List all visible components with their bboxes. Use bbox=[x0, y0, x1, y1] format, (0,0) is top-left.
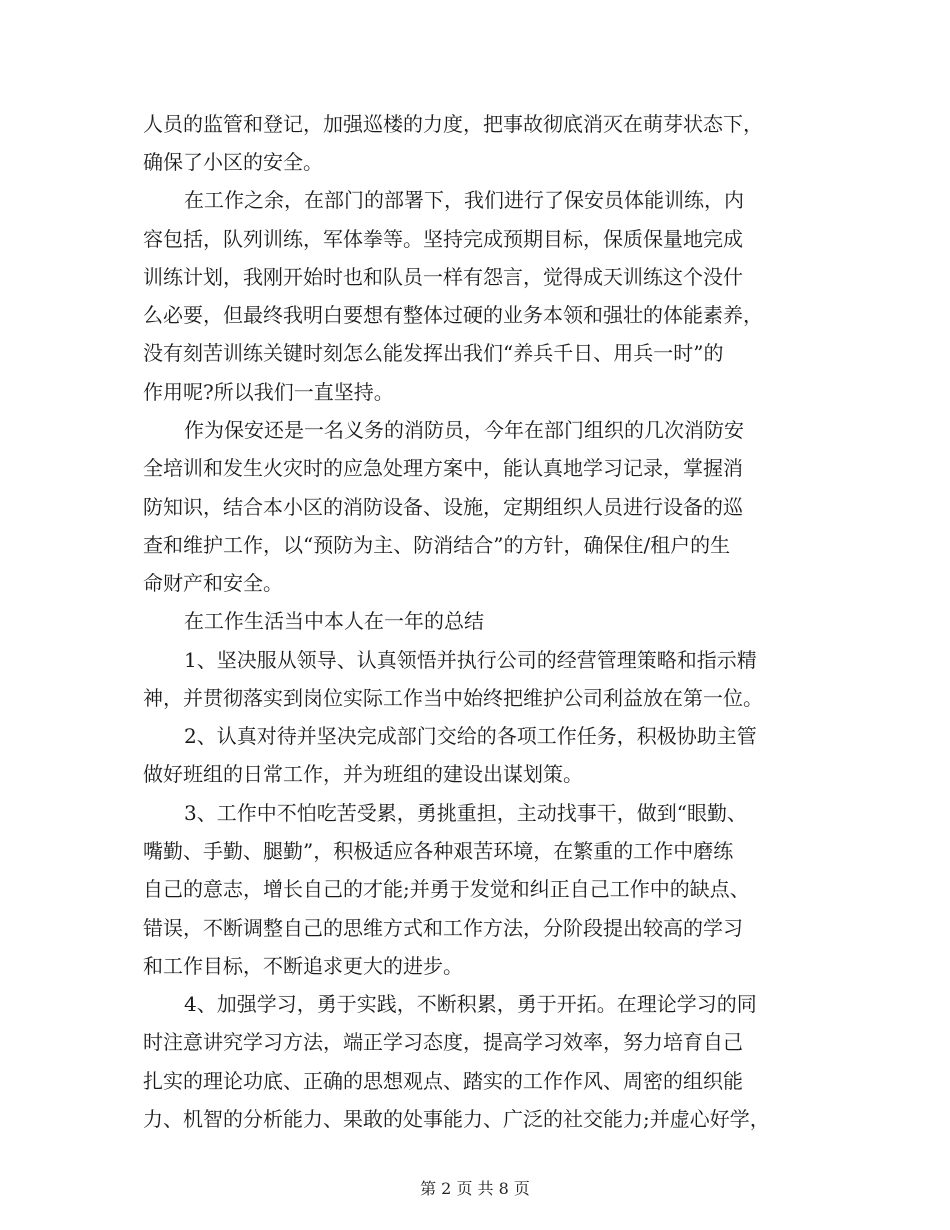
text-line-18: 做好班组的日常工作，并为班组的建设出谋划策。 bbox=[143, 762, 583, 786]
text-line-3: 在工作之余，在部门的部署下，我们进行了保安员体能训练，内 bbox=[184, 188, 744, 212]
text-line-8: 作用呢?所以我们一直坚持。 bbox=[143, 380, 394, 404]
text-line-26: 扎实的理论功底、正确的思想观点、踏实的工作作风、周密的组织能 bbox=[143, 1069, 743, 1093]
text-line-7: 没有刻苦训练关键时刻怎么能发挥出我们“养兵千日、用兵一时”的 bbox=[143, 341, 724, 365]
text-line-11: 防知识，结合本小区的消防设备、设施，定期组织人员进行设备的巡 bbox=[143, 495, 743, 519]
text-line-2: 确保了小区的安全。 bbox=[143, 150, 323, 174]
text-line-15: 1、坚决服从领导、认真领悟并执行公司的经营管理策略和指示精 bbox=[184, 648, 757, 672]
text-line-22: 错误，不断调整自己的思维方式和工作方法，分阶段提出较高的学习 bbox=[143, 916, 743, 940]
text-line-4: 容包括，队列训练，军体拳等。坚持完成预期目标，保质保量地完成 bbox=[143, 227, 743, 251]
text-line-27: 力、机智的分析能力、果敢的处事能力、广泛的社交能力;并虚心好学， bbox=[143, 1107, 770, 1131]
text-line-1: 人员的监管和登记，加强巡楼的力度，把事故彻底消灭在萌芽状态下， bbox=[143, 112, 763, 136]
page-number-footer: 第 2 页 共 8 页 bbox=[420, 1179, 530, 1198]
text-line-17: 2、认真对待并坚决完成部门交给的各项工作任务，积极协助主管 bbox=[184, 724, 757, 748]
text-line-24: 4、加强学习，勇于实践，不断积累，勇于开拓。在理论学习的同 bbox=[184, 992, 757, 1016]
text-line-9: 作为保安还是一名义务的消防员，今年在部门组织的几次消防安 bbox=[184, 418, 744, 442]
text-line-12: 查和维护工作，以“预防为主、防消结合”的方针，确保住/租户的生 bbox=[143, 533, 731, 557]
text-line-16: 神，并贯彻落实到岗位实际工作当中始终把维护公司利益放在第一位。 bbox=[143, 686, 763, 710]
text-line-20: 嘴勤、手勤、腿勤”，积极适应各种艰苦环境，在繁重的工作中磨练 bbox=[143, 839, 734, 863]
text-line-19: 3、工作中不怕吃苦受累，勇挑重担，主动找事干，做到“眼勤、 bbox=[184, 801, 747, 825]
text-line-10: 全培训和发生火灾时的应急处理方案中，能认真地学习记录，掌握消 bbox=[143, 456, 743, 480]
text-line-13: 命财产和安全。 bbox=[143, 571, 283, 595]
text-line-5: 训练计划，我刚开始时也和队员一样有怨言，觉得成天训练这个没什 bbox=[143, 265, 743, 289]
text-line-23: 和工作目标，不断追求更大的进步。 bbox=[143, 954, 463, 978]
text-line-25: 时注意讲究学习方法，端正学习态度，提高学习效率，努力培育自己 bbox=[143, 1030, 743, 1054]
text-line-21: 自己的意志，增长自己的才能;并勇于发觉和纠正自己工作中的缺点、 bbox=[143, 877, 750, 901]
section-heading: 在工作生活当中本人在一年的总结 bbox=[184, 609, 484, 633]
text-line-6: 么必要，但最终我明白要想有整体过硬的业务本领和强壮的体能素养， bbox=[143, 303, 763, 327]
